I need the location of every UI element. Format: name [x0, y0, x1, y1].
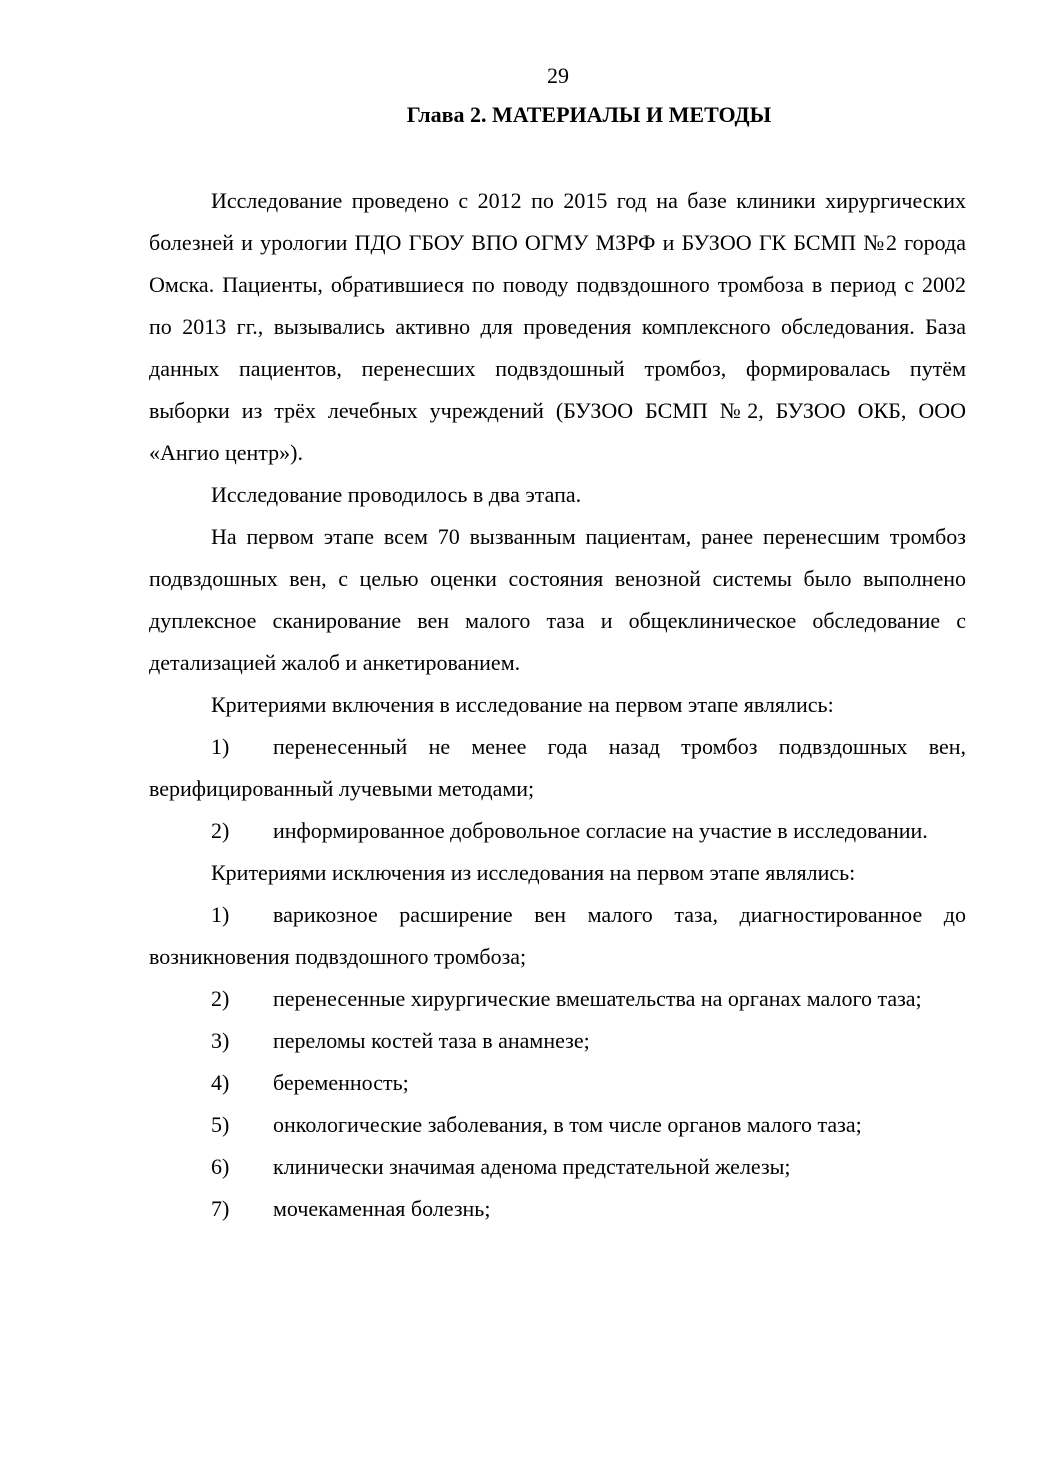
- inclusion-list-item: [149, 726, 966, 810]
- body-text: [149, 180, 966, 1230]
- list-item-number: 4): [211, 1070, 230, 1095]
- list-item-number: 2): [211, 818, 230, 843]
- paragraph: Исследование проведено с 2012 по 2015 год на базе клиники хирургических болезней и урологии ПДО ГБОУ ВПО ОГМУ МЗРФ и БУЗОО ГК БСМП №2 города Омска. Пациенты, обратившиеся по поводу подвздошного тромбоза в период с 2002 по 2013 гг., вызывались активно для проведения комплексного обследования. База данных пациентов, перенесших подвздошный тромбоз, формировалась путём выборки из трёх лечебных учреждений (БУЗОО БСМП №2, БУЗОО ОКБ, ООО «Ангио центр»).: [149, 188, 966, 465]
- paragraph: Исследование проводилось в два этапа.: [211, 482, 582, 507]
- inclusion-criteria-heading: Критериями включения в исследование на первом этапе являлись:: [211, 692, 834, 717]
- list-item-number: 1): [211, 902, 230, 927]
- list-item-number: 2): [211, 986, 230, 1011]
- chapter-title: Глава 2. МАТЕРИАЛЫ И МЕТОДЫ: [406, 102, 772, 127]
- page-number: 29: [547, 63, 569, 88]
- list-item-number: 3): [211, 1028, 230, 1053]
- exclusion-list-item: [149, 894, 966, 978]
- list-item-text: перенесенный не менее года назад тромбоз подвздошных вен, верифицированный лучевыми методами;: [149, 734, 966, 801]
- exclusion-list-item: [149, 1020, 966, 1062]
- inclusion-list-item: [149, 810, 966, 852]
- list-item-text: переломы костей таза в анамнезе;: [273, 1028, 590, 1053]
- list-item-number: 6): [211, 1154, 230, 1179]
- list-item-number: 5): [211, 1112, 230, 1137]
- list-item-text: перенесенные хирургические вмешательства на органах малого таза;: [273, 986, 922, 1011]
- exclusion-list-item: [149, 1104, 966, 1146]
- exclusion-list-item: [149, 978, 966, 1020]
- list-item-text: информированное добровольное согласие на участие в исследовании.: [273, 818, 928, 843]
- list-item-text: варикозное расширение вен малого таза, диагностированное до возникновения подвздошного тромбоза;: [149, 902, 966, 969]
- list-item-number: 1): [211, 734, 230, 759]
- list-item-text: беременность;: [273, 1070, 409, 1095]
- exclusion-list-item: [149, 1188, 966, 1230]
- list-item-text: онкологические заболевания, в том числе органов малого таза;: [273, 1112, 862, 1137]
- exclusion-list-item: [149, 1146, 966, 1188]
- exclusion-criteria-heading: Критериями исключения из исследования на первом этапе являлись:: [211, 860, 856, 885]
- list-item-text: клинически значимая аденома предстательной железы;: [273, 1154, 791, 1179]
- exclusion-list-item: [149, 1062, 966, 1104]
- list-item-number: 7): [211, 1196, 230, 1221]
- paragraph: На первом этапе всем 70 вызванным пациентам, ранее перенесшим тромбоз подвздошных вен, с целью оценки состояния венозной системы было выполнено дуплексное сканирование вен малого таза и общеклиническое обследование с детализацией жалоб и анкетированием.: [149, 524, 966, 675]
- list-item-text: мочекаменная болезнь;: [273, 1196, 491, 1221]
